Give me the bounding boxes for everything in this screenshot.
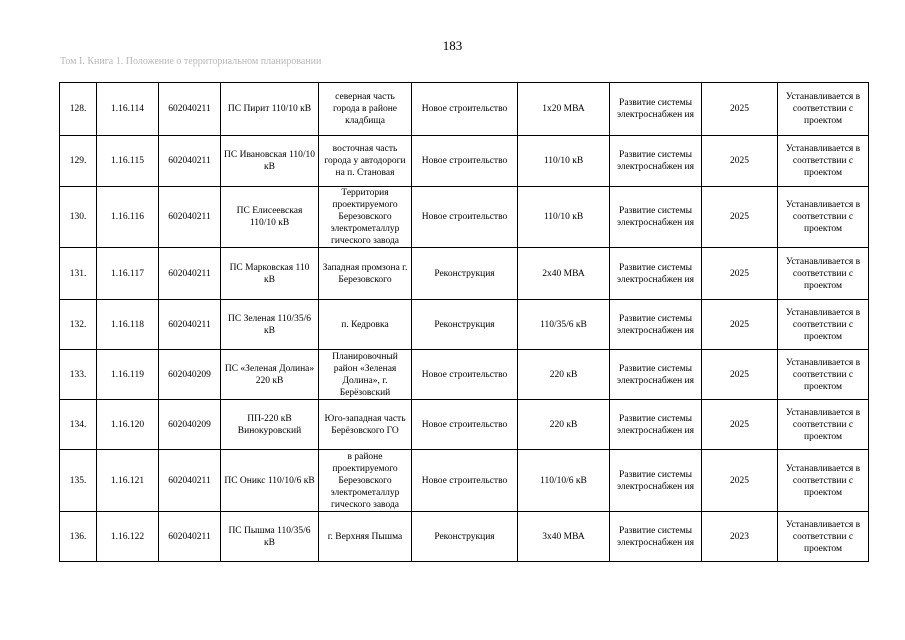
year-cell: 2023 bbox=[702, 512, 778, 562]
work-type-cell: Новое строительство bbox=[412, 83, 518, 136]
year-cell: 2025 bbox=[702, 400, 778, 450]
work-type-cell: Новое строительство bbox=[412, 136, 518, 187]
parameters-cell: 220 кВ bbox=[518, 400, 610, 450]
object-name-cell: ПС Оникс 110/10/6 кВ bbox=[221, 450, 319, 512]
object-name-cell: ПС Марковская 110 кВ bbox=[221, 248, 319, 300]
work-type-cell: Новое строительство bbox=[412, 400, 518, 450]
kod-cell: 602040211 bbox=[159, 136, 221, 187]
kod-cell: 602040211 bbox=[159, 512, 221, 562]
work-type-cell: Реконструкция bbox=[412, 300, 518, 350]
kod-cell: 602040209 bbox=[159, 400, 221, 450]
location-cell: п. Кедровка bbox=[319, 300, 412, 350]
location-cell: в районе проектируемого Березовского электрометаллур гического завода bbox=[319, 450, 412, 512]
table-row bbox=[60, 450, 869, 512]
location-cell: г. Верхняя Пышма bbox=[319, 512, 412, 562]
row-number-cell: 131. bbox=[60, 248, 97, 300]
kod-cell: 602040209 bbox=[159, 350, 221, 400]
code-cell: 1.16.122 bbox=[97, 512, 159, 562]
zone-cell: Устанавливается в соответствии с проектом bbox=[778, 248, 869, 300]
parameters-cell: 1х20 МВА bbox=[518, 83, 610, 136]
object-name-cell: ПС «Зеленая Долина» 220 кВ bbox=[221, 350, 319, 400]
purpose-cell: Развитие системы электроснабжен ия bbox=[610, 248, 702, 300]
zone-cell: Устанавливается в соответствии с проектом bbox=[778, 350, 869, 400]
code-cell: 1.16.121 bbox=[97, 450, 159, 512]
code-cell: 1.16.114 bbox=[97, 83, 159, 136]
running-header: Том I. Книга 1. Положение о территориальном планировании bbox=[60, 56, 322, 67]
code-cell: 1.16.115 bbox=[97, 136, 159, 187]
year-cell: 2025 bbox=[702, 248, 778, 300]
year-cell: 2025 bbox=[702, 300, 778, 350]
location-cell: восточная часть города у автодороги на п. Становая bbox=[319, 136, 412, 187]
location-cell: Западная промзона г. Березовского bbox=[319, 248, 412, 300]
code-cell: 1.16.120 bbox=[97, 400, 159, 450]
purpose-cell: Развитие системы электроснабжен ия bbox=[610, 83, 702, 136]
table-row bbox=[60, 136, 869, 187]
object-name-cell: ПС Пирит 110/10 кВ bbox=[221, 83, 319, 136]
table-row bbox=[60, 300, 869, 350]
row-number-cell: 130. bbox=[60, 187, 97, 248]
parameters-cell: 110/10 кВ bbox=[518, 136, 610, 187]
year-cell: 2025 bbox=[702, 350, 778, 400]
object-name-cell: ПС Ивановская 110/10 кВ bbox=[221, 136, 319, 187]
table-body bbox=[60, 83, 869, 562]
location-cell: северная часть города в районе кладбища bbox=[319, 83, 412, 136]
table-row bbox=[60, 187, 869, 248]
purpose-cell: Развитие системы электроснабжен ия bbox=[610, 300, 702, 350]
code-cell: 1.16.119 bbox=[97, 350, 159, 400]
code-cell: 1.16.117 bbox=[97, 248, 159, 300]
zone-cell: Устанавливается в соответствии с проектом bbox=[778, 450, 869, 512]
code-cell: 1.16.116 bbox=[97, 187, 159, 248]
page-number: 183 bbox=[442, 38, 463, 53]
object-name-cell: ПС Пышма 110/35/6 кВ bbox=[221, 512, 319, 562]
row-number-cell: 136. bbox=[60, 512, 97, 562]
year-cell: 2025 bbox=[702, 450, 778, 512]
year-cell: 2025 bbox=[702, 187, 778, 248]
parameters-cell: 3х40 МВА bbox=[518, 512, 610, 562]
location-cell: Территория проектируемого Березовского электрометаллур гического завода bbox=[319, 187, 412, 248]
row-number-cell: 132. bbox=[60, 300, 97, 350]
object-name-cell: ПС Елисеевская 110/10 кВ bbox=[221, 187, 319, 248]
object-name-cell: ПС Зеленая 110/35/6 кВ bbox=[221, 300, 319, 350]
table-row bbox=[60, 350, 869, 400]
zone-cell: Устанавливается в соответствии с проектом bbox=[778, 300, 869, 350]
work-type-cell: Реконструкция bbox=[412, 248, 518, 300]
purpose-cell: Развитие системы электроснабжен ия bbox=[610, 350, 702, 400]
zone-cell: Устанавливается в соответствии с проектом bbox=[778, 400, 869, 450]
year-cell: 2025 bbox=[702, 136, 778, 187]
kod-cell: 602040211 bbox=[159, 83, 221, 136]
table-row bbox=[60, 512, 869, 562]
row-number-cell: 133. bbox=[60, 350, 97, 400]
zone-cell: Устанавливается в соответствии с проектом bbox=[778, 83, 869, 136]
table-row bbox=[60, 248, 869, 300]
purpose-cell: Развитие системы электроснабжен ия bbox=[610, 450, 702, 512]
purpose-cell: Развитие системы электроснабжен ия bbox=[610, 136, 702, 187]
parameters-cell: 2х40 МВА bbox=[518, 248, 610, 300]
row-number-cell: 135. bbox=[60, 450, 97, 512]
work-type-cell: Реконструкция bbox=[412, 512, 518, 562]
year-cell: 2025 bbox=[702, 83, 778, 136]
kod-cell: 602040211 bbox=[159, 300, 221, 350]
zone-cell: Устанавливается в соответствии с проектом bbox=[778, 187, 869, 248]
purpose-cell: Развитие системы электроснабжен ия bbox=[610, 400, 702, 450]
object-name-cell: ПП-220 кВ Винокуровский bbox=[221, 400, 319, 450]
table-row bbox=[60, 83, 869, 136]
kod-cell: 602040211 bbox=[159, 187, 221, 248]
row-number-cell: 129. bbox=[60, 136, 97, 187]
purpose-cell: Развитие системы электроснабжен ия bbox=[610, 187, 702, 248]
parameters-cell: 110/10/6 кВ bbox=[518, 450, 610, 512]
zone-cell: Устанавливается в соответствии с проектом bbox=[778, 512, 869, 562]
objects-table bbox=[59, 82, 869, 562]
row-number-cell: 128. bbox=[60, 83, 97, 136]
code-cell: 1.16.118 bbox=[97, 300, 159, 350]
row-number-cell: 134. bbox=[60, 400, 97, 450]
work-type-cell: Новое строительство bbox=[412, 187, 518, 248]
kod-cell: 602040211 bbox=[159, 450, 221, 512]
location-cell: Юго-западная часть Берёзовского ГО bbox=[319, 400, 412, 450]
purpose-cell: Развитие системы электроснабжен ия bbox=[610, 512, 702, 562]
kod-cell: 602040211 bbox=[159, 248, 221, 300]
parameters-cell: 220 кВ bbox=[518, 350, 610, 400]
table-row bbox=[60, 400, 869, 450]
work-type-cell: Новое строительство bbox=[412, 450, 518, 512]
parameters-cell: 110/10 кВ bbox=[518, 187, 610, 248]
zone-cell: Устанавливается в соответствии с проектом bbox=[778, 136, 869, 187]
location-cell: Планировочный район «Зеленая Долина», г. Берёзовский bbox=[319, 350, 412, 400]
work-type-cell: Новое строительство bbox=[412, 350, 518, 400]
parameters-cell: 110/35/6 кВ bbox=[518, 300, 610, 350]
